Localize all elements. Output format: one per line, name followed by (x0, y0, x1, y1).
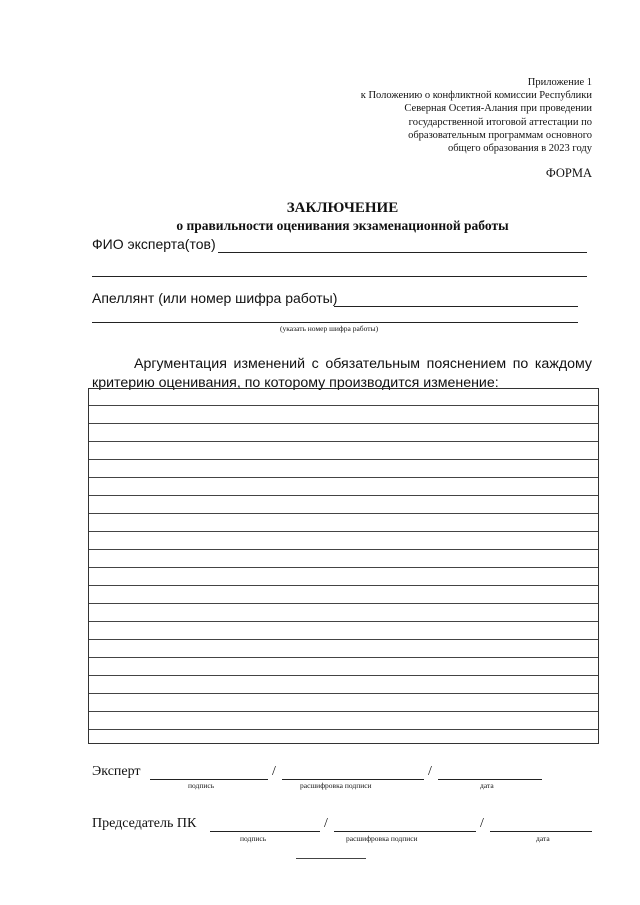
expert-date-hint: дата (480, 781, 494, 790)
argument-line: Аргументация изменений с обязательным пояснением по каждому (134, 356, 592, 372)
ruled-line (89, 513, 598, 514)
form-label: ФОРМА (545, 166, 592, 180)
ruled-line (89, 549, 598, 550)
expert-name-field[interactable] (218, 252, 587, 253)
expert-decode-hint: расшифровка подписи (300, 781, 372, 790)
argument-input-box[interactable] (88, 388, 599, 744)
attachment-header (292, 76, 592, 155)
ruled-line (89, 405, 598, 406)
ruled-line (89, 459, 598, 460)
ruled-line (89, 585, 598, 586)
appellant-field[interactable] (334, 306, 578, 307)
header-line: Северная Осетия-Алания при проведении (404, 103, 592, 115)
ruled-line (89, 423, 598, 424)
ruled-line (89, 603, 598, 604)
chairman-signature-field[interactable] (210, 831, 320, 832)
separator: / (272, 764, 276, 779)
ruled-line (89, 657, 598, 658)
ruled-line (89, 693, 598, 694)
expert-name-field-line2[interactable] (92, 276, 587, 277)
expert-signature-field[interactable] (150, 779, 268, 780)
ruled-line (89, 441, 598, 442)
ruled-line (89, 567, 598, 568)
ruled-line (89, 621, 598, 622)
header-line: к Положению о конфликтной комиссии Республики (360, 90, 592, 102)
ruled-line (89, 711, 598, 712)
chairman-signature-label: Председатель ПК (92, 816, 197, 831)
ruled-line (89, 531, 598, 532)
separator: / (480, 816, 484, 831)
expert-signature-label: Эксперт (92, 764, 141, 779)
chairman-decode-hint: расшифровка подписи (346, 834, 418, 843)
chairman-date-hint: дата (536, 834, 550, 843)
expert-signature-decode-field[interactable] (282, 779, 424, 780)
separator: / (428, 764, 432, 779)
document-subtitle: о правильности оценивания экзаменационной работы (176, 218, 509, 233)
footer-divider (296, 858, 366, 859)
ruled-line (89, 675, 598, 676)
chairman-sign-hint: подпись (240, 834, 267, 843)
header-line: образовательным программам основного (408, 129, 592, 141)
separator: / (324, 816, 328, 831)
ruled-line (89, 639, 598, 640)
appellant-field-line2[interactable] (92, 322, 578, 323)
appellant-hint: (указать номер шифра работы) (280, 324, 379, 333)
ruled-line (89, 729, 598, 730)
chairman-signature-decode-field[interactable] (334, 831, 476, 832)
ruled-line (89, 495, 598, 496)
document-title: ЗАКЛЮЧЕНИЕ (286, 200, 399, 216)
expert-sign-hint: подпись (188, 781, 215, 790)
header-line: государственной итоговой аттестации по (408, 116, 592, 128)
header-line: общего образования в 2023 году (447, 143, 592, 155)
ruled-line (89, 477, 598, 478)
chairman-date-field[interactable] (490, 831, 592, 832)
appellant-label: Апеллянт (или номер шифра работы) (92, 290, 338, 306)
argument-line: критерию оценивания, по которому производится изменение: (92, 375, 499, 391)
header-line: Приложение 1 (527, 77, 592, 88)
expert-name-label: ФИО эксперта(тов) (92, 236, 216, 252)
expert-date-field[interactable] (438, 779, 542, 780)
